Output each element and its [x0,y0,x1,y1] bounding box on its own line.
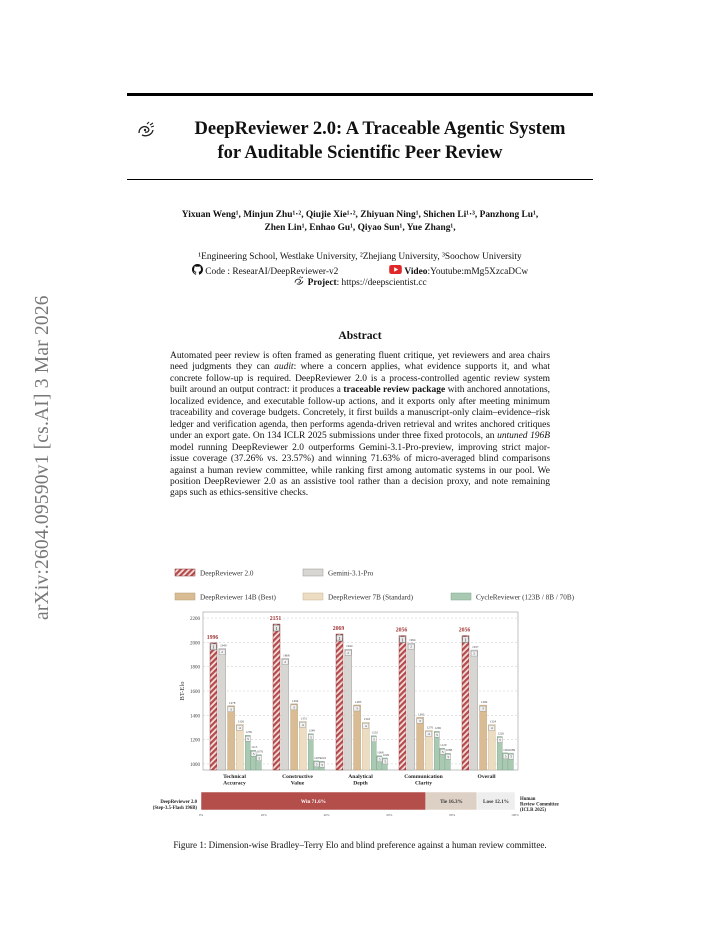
bar-value-label: 1088 [445,748,453,753]
bar-value-label: 1022 [319,756,327,761]
bar-2-0-0 [228,706,235,770]
bar-2-3-0 [417,717,424,770]
rank-badge-label: 5 [384,759,387,764]
bar-value-label: 1249 [308,728,315,733]
bar-2-4-0 [480,705,487,770]
affiliations: ¹Engineering School, Westlake University, ²Zhejiang University, ³Soochow University [198,252,522,262]
legend-label-3: DeepReviewer 7B (Standard) [328,593,414,602]
bar-value-label: 1076 [256,749,264,754]
bar-value-label: 1025 [314,755,321,760]
x-category-label: Depth [353,780,368,787]
title-top-rule [127,93,593,96]
preference-x-tick: 0% [198,813,204,817]
bar-1-4-0 [471,650,478,770]
bar-value-label: 1324 [489,719,497,724]
bar-2-1-0 [291,704,298,770]
preference-row-sublabel: (Step-3.5-Flash 196B) [152,806,197,811]
bar-value-label: 1484 [480,700,488,705]
bar-value-label: 1494 [291,698,299,703]
rank-badge-label: 2 [473,651,475,656]
rank-badge-label: 5 [321,762,324,767]
legend-swatch-1 [303,569,323,576]
rank-badge-label: 3 [482,706,484,711]
figure-caption: Figure 1: Dimension-wise Bradley–Terry Elo and blind preference against a human review committee. [173,840,547,850]
project-link-text: : https://deepscientist.cc [336,278,427,288]
preference-segment-label: Lose 12.1% [483,799,509,805]
rank-badge-label: 3 [419,718,421,723]
rank-badge-label: 5 [252,751,255,756]
bar-3-0-0 [236,724,243,770]
rank-badge-label: 5 [441,749,444,754]
title-line-1: DeepReviewer 2.0: A Traceable Agentic System [194,119,566,139]
x-category-label: Overall [477,774,496,780]
title-line-2: for Auditable Scientific Peer Review [217,143,503,163]
bar-value-label: 1994 [409,638,416,643]
rank-badge-label: 5 [258,756,261,761]
bar-value-label: 1232 [371,730,378,735]
abstract-text: Automated peer review is often framed as generating fluent critique, yet reviewers and area chairs need judgments they can audit: where a concern applies, what evidence supports it, and what concrete follow-up is required. DeepReviewer 2.0 is a process-controlled agentic review system built around an output contract: it produces a traceable review package with anchored annotations, localized evidence, and executable follow-up actions, and it exports only after meeting minimum traceability and coverage budgets. Concretely, it first builds a manuscript-only claim–evidence–risk ledger and verification agenda, then performs agenda-driven retrieval and writes anchored critiques under an export gate. On 134 ICLR 2025 submissions under three fixed protocols, an untuned 196B model running DeepReviewer 2.0 outperforms Gemini-3.1-Pro-preview, improving strict major-issue coverage (37.26% vs. 23.57%) and winning 71.63% of micro-averaged blind comparisons against a human review committee, while ranking first among automatic systems in our pool. We position DeepReviewer 2.0 as an assistive tool rather than a decision proxy, and note remaining gaps such as ethics-sensitive checks. [170,351,551,499]
github-icon [192,264,203,275]
bar-value-label: 1944 [346,644,353,649]
bar-value-label: 1091 [503,747,510,752]
author-list [115,209,605,234]
rank-badge-label: 5 [499,738,501,743]
bar-value-label: 1485 [354,699,362,704]
x-category-label: Analytical [348,774,373,780]
bar-1-0-0 [219,649,226,770]
rank-badge-label: 2 [221,650,223,655]
preference-x-tick: 40% [323,813,330,817]
preference-segment-label: Tie 16.3% [440,799,463,805]
rank-badge-label: 3 [356,706,358,711]
legend-label-0: DeepReviewer 2.0 [200,569,254,578]
bar-0-3-0 [399,636,406,770]
x-category-label: Accuracy [223,780,246,787]
rank-badge-label: 1 [401,637,404,643]
bar-3-2-0 [362,722,369,770]
rank-badge-label: 3 [230,707,232,712]
abstract-body [170,351,550,500]
rank-badge-label: 4 [427,731,430,736]
bar-value-label: 1236 [245,730,252,735]
chart-legend [175,569,575,602]
preference-segment-label: Win 71.6% [300,799,326,805]
rank-badge-label: 2 [410,644,412,649]
project-link-row [115,276,605,289]
preference-x-tick: 100% [511,813,519,817]
legend-label-1: Gemini-3.1-Pro [328,569,374,578]
preference-x-tick: 20% [260,813,267,817]
youtube-icon [389,265,402,274]
code-link-text: Code : ResearAI/DeepReviewer-v2 [205,267,339,277]
bar-1-2-0 [345,649,352,770]
elo-bar-chart [179,612,518,787]
x-category-label: Technical [223,774,246,780]
legend-swatch-2 [175,593,195,600]
x-category-label: Value [290,780,305,787]
project-link[interactable] [293,278,426,288]
bar-value-label: 1113 [251,745,258,750]
y-tick-label: 2200 [190,617,200,623]
opponent-label: (ICLR 2025) [520,808,546,813]
bar-value-label: 2056 [458,627,471,634]
legend-swatch-0 [175,569,195,576]
legend-label-4: CycleReviewer (123B / 8B / 70B) [476,593,575,602]
rank-badge-label: 1 [338,635,341,641]
bar-1-1-0 [282,658,289,770]
bar-value-label: 1226 [497,731,504,736]
rank-badge-label: 5 [447,754,450,759]
rank-badge-label: 5 [373,737,375,742]
y-tick-label: 1800 [190,665,200,671]
legend-label-2: DeepReviewer 14B (Best) [200,593,276,602]
bar-value-label: 1049 [382,752,390,757]
rank-badge-label: 2 [347,650,349,655]
bar-1-3-0 [408,643,415,770]
x-category-label: Constructive [282,774,313,780]
rank-badge-label: 5 [504,754,507,759]
authors-line-1: Yixuan Weng¹, Minjun Zhu¹·², Qiujie Xie¹·², Zhiyuan Ning¹, Shichen Li¹·³, Panzhong Lu¹, [181,210,539,220]
bar-value-label: 1937 [472,645,479,650]
rank-badge-label: 4 [490,726,493,731]
y-tick-label: 1600 [190,690,200,695]
rank-badge-label: 5 [378,757,381,762]
y-tick-label: 2000 [190,641,200,647]
y-axis-label: BT-Elo [179,681,186,701]
bar-3-1-0 [299,721,306,770]
opponent-label: Human [520,797,536,802]
title-bottom-rule [127,179,593,180]
bar-value-label: 1949 [220,643,227,648]
bar-value-label: 1276 [426,725,434,730]
bar-value-label: 1089 [508,748,516,753]
preference-bar-chart [153,792,559,817]
project-label: Project [307,278,337,288]
bar-value-label: 1383 [417,712,425,717]
rank-badge-label: 4 [301,722,304,727]
figure-1 [0,562,720,847]
bar-value-label: 1269 [434,726,441,731]
rank-badge-label: 2 [284,660,286,665]
rank-badge-label: 5 [247,736,249,741]
deepscientist-logo-icon [293,276,305,286]
bar-value-label: 2069 [332,625,345,632]
legend-swatch-4 [451,593,471,600]
x-category-label: Communication [404,774,443,780]
bar-0-2-0 [336,634,343,770]
authors-line-2: Zhen Lin¹, Enhao Gu¹, Qiyao Sun¹, Yue Zhang¹, [264,222,456,233]
bar-value-label: 2056 [395,627,408,634]
video-label: Video [404,267,428,277]
rank-badge-label: 1 [464,637,467,643]
x-category-label: Clarity [414,780,433,787]
bar-value-label: 1343 [363,717,371,722]
rank-badge-label: 3 [293,705,295,710]
bar-value-label: 1351 [300,716,308,721]
y-tick-label: 1200 [190,738,200,744]
preference-x-tick: 80% [449,813,456,817]
preference-x-tick: 60% [386,813,393,817]
bar-0-1-0 [273,624,280,770]
bar-0-4-0 [462,636,469,770]
bar-0-0-0 [210,643,217,770]
bar-value-label: 1478 [228,700,236,705]
rank-badge-label: 5 [310,735,312,740]
rank-badge-label: 1 [275,625,278,631]
y-tick-label: 1400 [190,714,200,720]
rank-badge-label: 5 [436,732,438,737]
bar-value-label: 1996 [206,634,219,641]
rank-badge-label: 5 [510,754,513,759]
abstract-heading: Abstract [338,329,382,342]
bar-value-label: 1326 [237,719,245,724]
opponent-label: Review Committee [520,802,559,808]
bar-value-label: 1068 [377,750,384,755]
rank-badge-label: 4 [238,725,241,730]
rank-badge-label: 1 [212,644,215,650]
rank-badge-label: 5 [315,762,318,767]
arxiv-identifier: arXiv:2604.09590v1 [cs.AI] 3 Mar 2026 [32,295,53,620]
bar-value-label: 1868 [283,653,290,658]
preference-row-label: DeepReviewer 2.0 [160,800,197,805]
bar-value-label: 1129 [440,743,447,748]
bar-value-label: 2151 [269,616,282,623]
legend-swatch-3 [303,593,323,600]
bar-2-2-0 [354,705,361,770]
paper-title [127,118,593,165]
rank-badge-label: 4 [364,723,367,728]
video-link-text: :Youtube:mMg5XzcaDCw [427,267,529,277]
bar-3-4-0 [488,725,495,770]
y-tick-label: 1000 [190,762,200,768]
